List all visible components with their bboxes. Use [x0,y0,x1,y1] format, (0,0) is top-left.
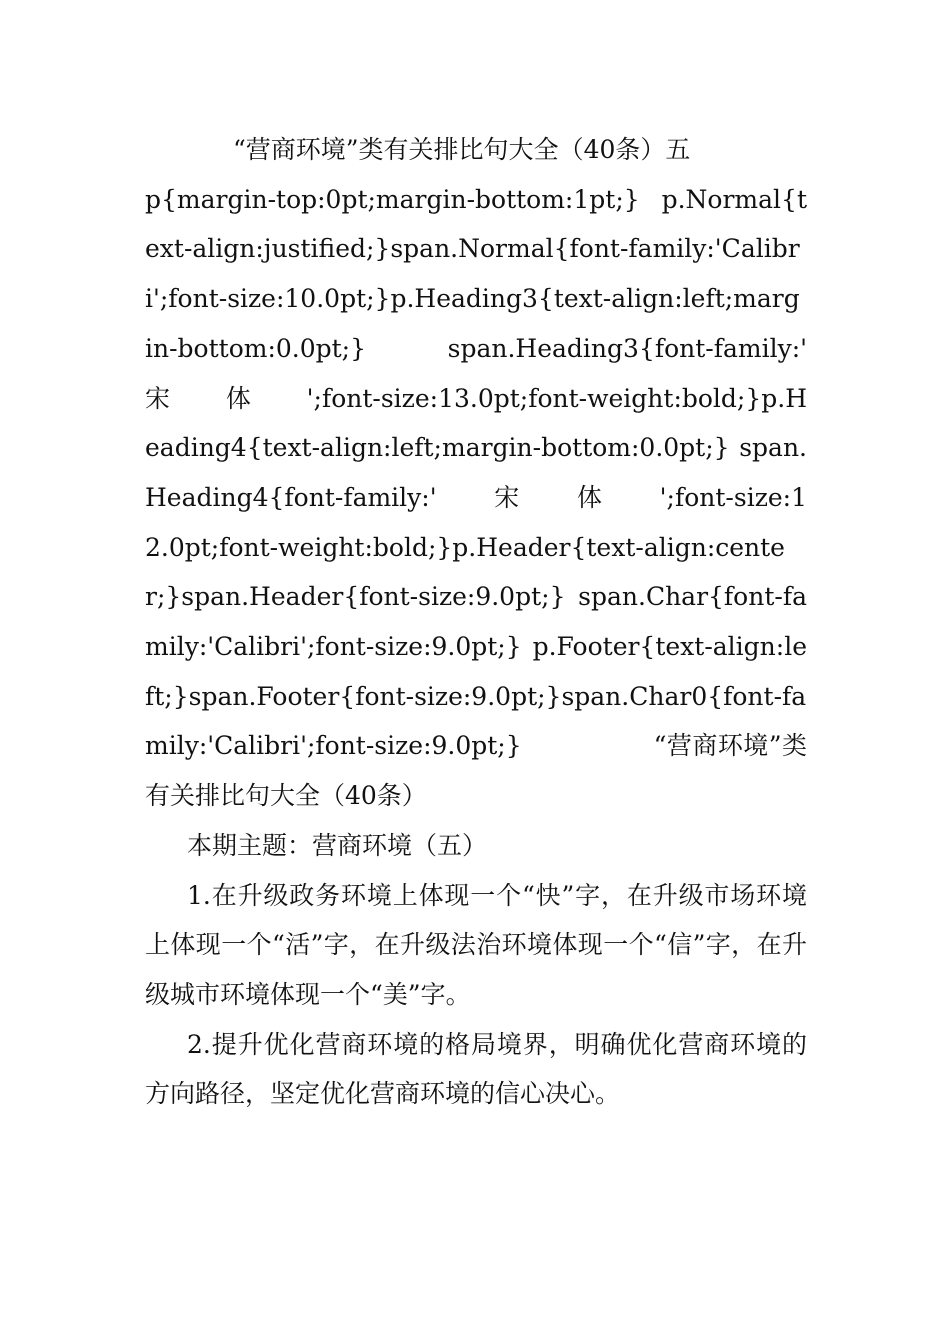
css-line: p.Normal{text-align:justified;}span.Normal{font-family:'Calibri';font-size:10.0pt;}p.Heading3{text-align:left;margin-bottom:0.0pt;} [145,184,807,363]
topic-line: 本期主题：营商环境（五） [187,830,488,860]
css-line: span.Heading3{font-family:' 宋 体 ';font-size:13.0pt;font-weight:bold;}p.Heading4{text-align:left;margin-bottom:0.0pt;} [145,333,858,463]
css-line: span.Char{font-family:'Calibri';font-size:9.0pt;} [145,582,807,662]
css-line: p.Footer{text-align:left;}span.Footer{font-size:9.0pt;}span.Char0{font-family:'Calibri';font-size:9.0pt;} [145,632,807,761]
css-line: span.Heading4{font-family:' 宋 体 ';font-size:12.0pt;font-weight:bold;}p.Header{text-align:center;}span.Header{font-size:9.0pt;} [145,433,807,612]
document-body [145,125,858,1119]
list-item: 1.在升级政务环境上体现一个“快”字，在升级市场环境上体现一个“活”字，在升级法治环境体现一个“信”字，在升级城市环境体现一个“美”字。 [145,880,807,1009]
style-code-block [145,175,858,821]
css-line: p{margin-top:0pt;margin-bottom:1pt;} [145,184,640,214]
list-item: 2.提升优化营商环境的格局境界，明确优化营商环境的方向路径，坚定优化营商环境的信心决心。 [145,1029,807,1109]
document-subtitle: “营商环境”类有关排比句大全（40条） [145,731,807,811]
document-title: “营商环境”类有关排比句大全（40条）五 [233,135,691,164]
